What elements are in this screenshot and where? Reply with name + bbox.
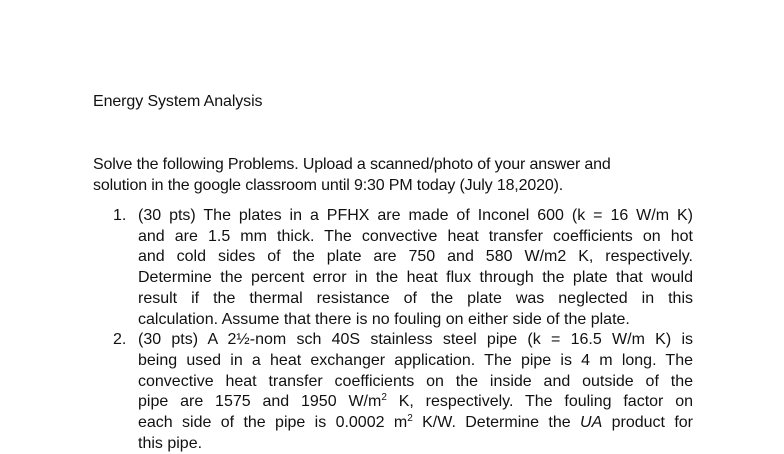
problem-line xyxy=(138,392,693,413)
line-text: K/W. Determine the xyxy=(412,414,581,432)
problem-line: convective heat transfer coefficients on the inside and outside of the xyxy=(138,372,693,390)
line-text: pipe are 1575 and 1950 W/m xyxy=(138,393,382,411)
problem-line: being used in a heat exchanger application. The pipe is 4 m long. The xyxy=(138,351,693,369)
problem-line: (30 pts) The plates in a PFHX are made of Inconel 600 (k = 16 W/m K) xyxy=(138,207,693,224)
superscript: 2 xyxy=(407,413,413,425)
problem-number: 1. xyxy=(113,207,127,224)
problem-line: calculation. Assume that there is no fouling on either side of the plate. xyxy=(138,310,630,328)
line-text: product for xyxy=(602,414,693,432)
problem-line xyxy=(138,413,693,434)
instructions-line: solution in the google classroom until 9:30 PM today (July 18,2020). xyxy=(93,177,564,194)
document-title: Energy System Analysis xyxy=(93,93,263,110)
problem-line: this pipe. xyxy=(138,434,203,452)
italic-term: UA xyxy=(580,414,603,432)
instructions-line: Solve the following Problems. Upload a scanned/photo of your answer and xyxy=(93,156,611,173)
line-text: each side of the pipe is 0.0002 m xyxy=(138,414,408,432)
superscript: 2 xyxy=(381,392,387,404)
problem-item-1 xyxy=(113,206,693,330)
problem-line: result if the thermal resistance of the plate was neglected in this xyxy=(138,289,693,307)
problem-line: Determine the percent error in the heat flux through the plate that would xyxy=(138,269,693,287)
instructions-paragraph xyxy=(93,154,703,196)
problem-number: 2. xyxy=(113,331,127,349)
line-text: K, respectively. The fouling factor on xyxy=(386,393,694,411)
problem-item-2 xyxy=(113,330,693,454)
problem-line: and cold sides of the plate are 750 and 580 W/m2 K, respectively. xyxy=(138,248,693,266)
problem-list xyxy=(113,206,693,454)
problem-line: (30 pts) A 2½-nom sch 40S stainless steel pipe (k = 16.5 W/m K) is xyxy=(138,331,693,349)
problem-line: and are 1.5 mm thick. The convective heat transfer coefficients on hot xyxy=(138,227,693,245)
